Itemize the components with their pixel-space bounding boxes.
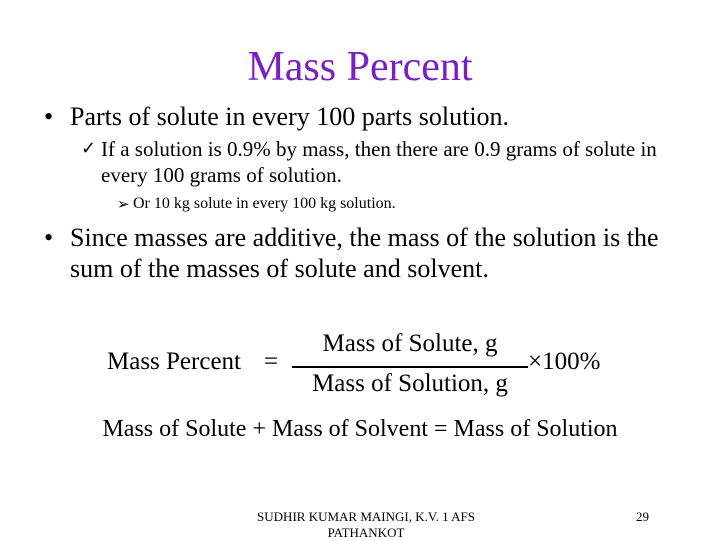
slide-title: Mass Percent bbox=[247, 44, 473, 90]
bullet-text: Since masses are additive, the mass of the solution is the sum of the masses of solute and solvent. bbox=[70, 223, 659, 283]
bullet-icon: • bbox=[44, 223, 54, 252]
equation-equals-sign: = bbox=[264, 348, 279, 375]
fraction-bar bbox=[292, 366, 528, 368]
equation-multiplier: ×100% bbox=[528, 348, 601, 375]
mass-sum-equation: Mass of Solute + Mass of Solvent = Mass of Solution bbox=[102, 416, 618, 442]
sub-point bbox=[81, 136, 681, 188]
arrowhead-icon: ➢ bbox=[117, 195, 130, 213]
fraction-denominator: Mass of Solution, g bbox=[312, 370, 508, 397]
bullet-item bbox=[44, 101, 694, 132]
sub-sub-point bbox=[117, 193, 617, 215]
checkmark-icon: ✓ bbox=[81, 138, 97, 159]
equation-lhs: Mass Percent bbox=[107, 348, 241, 375]
bullet-item bbox=[44, 222, 684, 284]
fraction-numerator: Mass of Solute, g bbox=[322, 330, 498, 357]
bullet-text: Parts of solute in every 100 parts solution. bbox=[70, 102, 510, 131]
page-number: 29 bbox=[636, 509, 649, 524]
sub-point-text: If a solution is 0.9% by mass, then there are 0.9 grams of solute in every 100 grams of solution. bbox=[101, 137, 657, 187]
footer-text: SUDHIR KUMAR MAINGI, K.V. 1 AFS PATHANKOT bbox=[257, 509, 475, 540]
sub-sub-point-text: Or 10 kg solute in every 100 kg solution. bbox=[133, 195, 396, 212]
bullet-icon: • bbox=[44, 102, 54, 131]
